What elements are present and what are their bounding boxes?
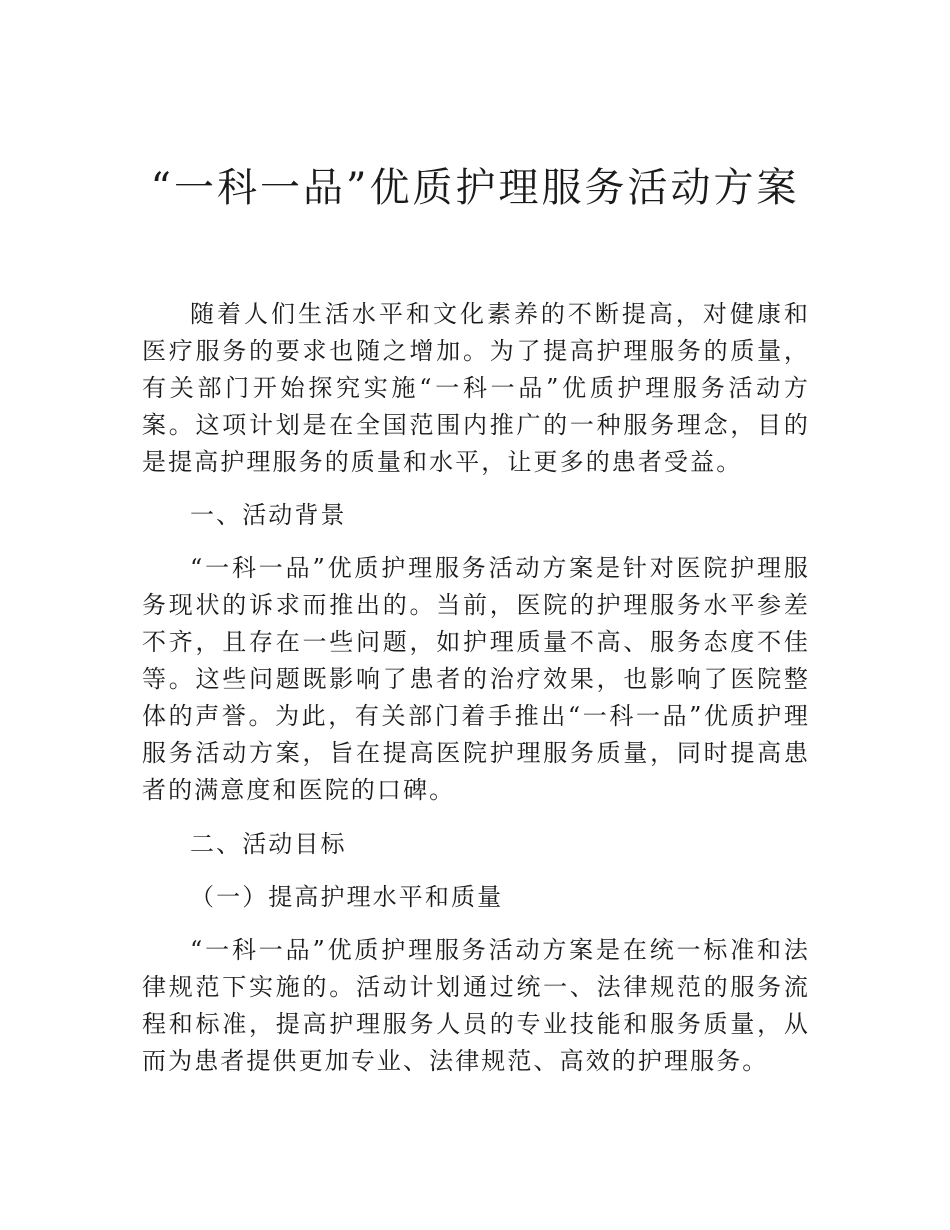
section-heading-background: 一、活动背景: [190, 501, 347, 529]
background-paragraph: “一科一品”优质护理服务活动方案是针对医院护理服务现状的诉求而推出的。当前，医院的护理服务水平参差不齐，且存在一些问题，如护理质量不高、服务态度不佳等。这些问题既影响了患者的治疗效果，也影响了医院整体的声誉。为此，有关部门着手推出“一科一品”优质护理服务活动方案，旨在提高医院护理服务质量，同时提高患者的满意度和医院的口碑。: [142, 554, 810, 804]
document-title: “一科一品”优质护理服务活动方案: [150, 165, 800, 211]
quality-paragraph: “一科一品”优质护理服务活动方案是在统一标准和法律规范下实施的。活动计划通过统一、法律规范的服务流程和标准，提高护理服务人员的专业技能和服务质量，从而为患者提供更加专业、法律规范、高效的护理服务。: [142, 936, 810, 1075]
intro-paragraph: 随着人们生活水平和文化素养的不断提高，对健康和医疗服务的要求也随之增加。为了提高护理服务的质量，有关部门开始探究实施“一科一品”优质护理服务活动方案。这项计划是在全国范围内推广的一种服务理念，目的是提高护理服务的质量和水平，让更多的患者受益。: [142, 300, 810, 476]
section-heading-goals: 二、活动目标: [190, 830, 347, 858]
subsection-heading-quality: （一）提高护理水平和质量: [190, 883, 504, 911]
